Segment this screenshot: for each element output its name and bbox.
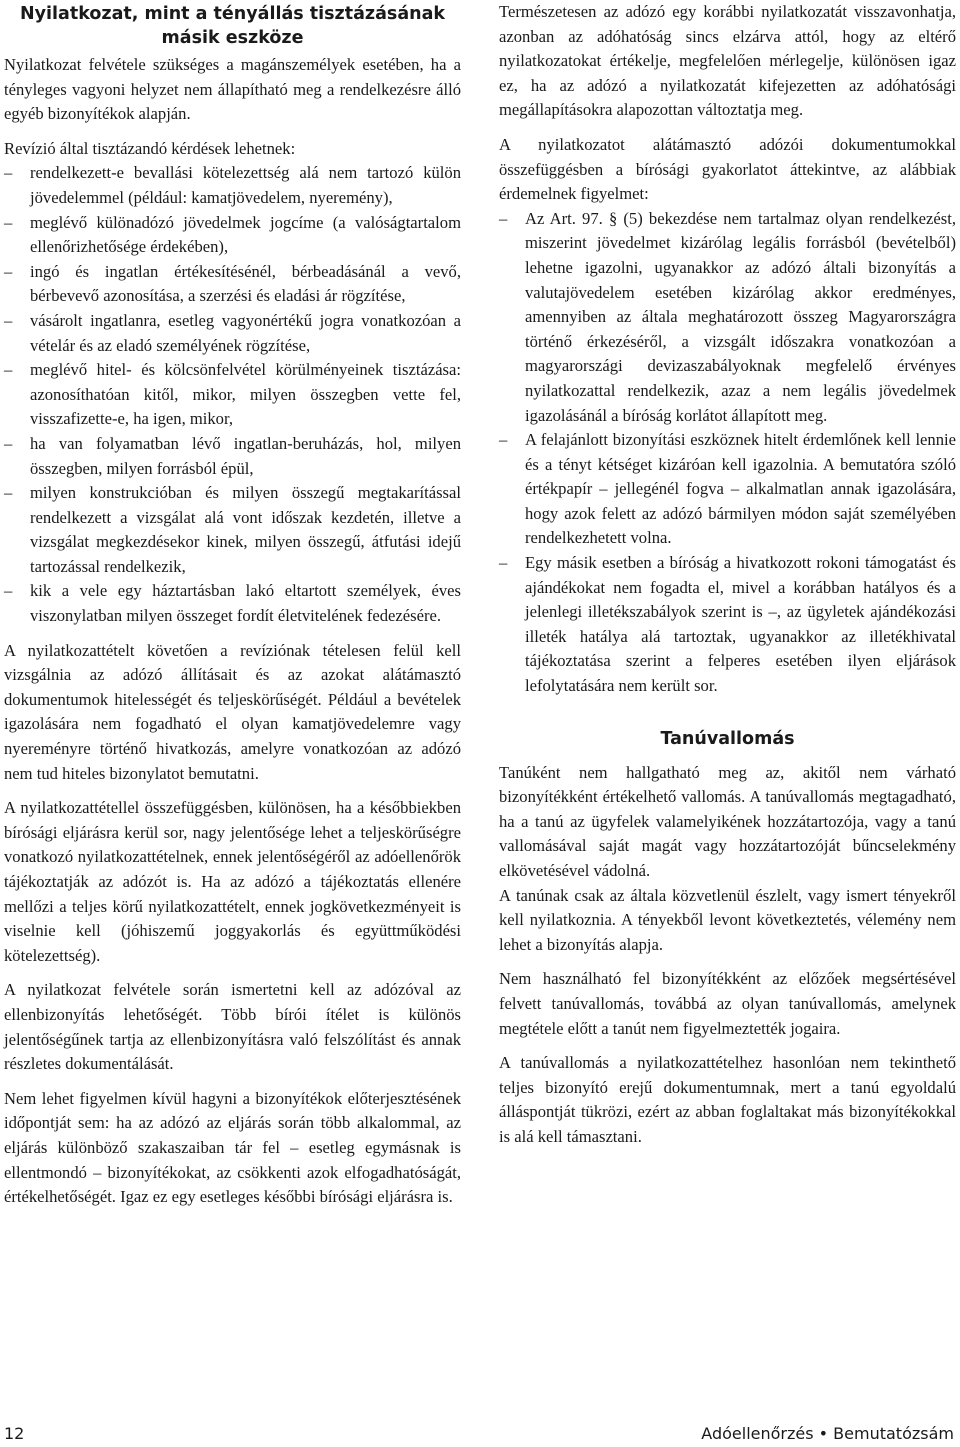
list-item: – kik a vele egy háztartásban lakó eltartott személyek, éves viszonylatban milyen összeget fordít életvitelének fedezésére.	[4, 579, 461, 628]
subsection-title: Tanúvallomás	[660, 728, 795, 749]
list-item: – meglévő különadózó jövedelmek jogcíme (a valóságtartalom ellenőrizhetősége érdekében),	[4, 211, 461, 260]
list-item: – milyen konstrukcióban és milyen összegű megtakarítással rendelkezett a vizsgálat alá vont időszak kezdetén, illetve a vizsgálat megkezdésekor kinek, milyen összegű, átfutási idejű tartozással rendelkezik,	[4, 481, 461, 579]
paragraph: A tanúvallomás a nyilatkozattételhez hasonlóan nem tekinthető teljes bizonyító erejű dokumentumnak, mert a tanú egyoldalú álláspontját tükrözi, ezért az abban foglaltakat más bizonyítékokkal is alá kell támasztani.	[499, 1053, 956, 1146]
court-practice-list	[499, 207, 956, 699]
paragraph: A nyilatkozattételt követően a revíziónak tételesen felül kell vizsgálnia az adózó állításait és az azokat alátámasztó dokumentumok hitelességét és teljeskörűségét. Például a bevételek igazolására nem fogadható el olyan kamatjövedelemre vagy nyereményre történő hivatkozás, amelyre vonatkozóan az adózó nem tud hiteles bizonylatot bemutatni.	[4, 640, 461, 783]
publication-title: Adóellenőrzés • Bemutatózsám	[701, 1424, 954, 1443]
paragraph: Természetesen az adózó egy korábbi nyilatkozatát visszavonhatja, azonban az adóhatóság sincs elzárva attól, hogy az eltérő nyilatkozatokat értékelje, megfelelően mérlegelje, különösen igaz ez, ha az adózó a nyilatkozatát kifejezetten az adóhatósági megállapításokra alapozottan változtatja meg.	[499, 2, 956, 120]
list-item: – Az Art. 97. § (5) bekezdése nem tartalmaz olyan rendelkezést, miszerint jövedelmet kizárólag legális forrásból (bevételből) lehetne igazolni, ugyanakkor az adózó általi bizonyítás a valutajövedelem esetében kizárólag akkor eredményes, amennyiben az általa meghatározott összeg Magyarországra történő érkezéséről, a vizsgált időszakra vonatkozóan a magyarországi devizaszabályoknak megfelelő érvényes nyilatkozattal rendelkezik, azaz a nem legális jövedelmek igazolásánál a bíróság korlátot állapított meg.	[499, 207, 956, 428]
list-item: – Egy másik esetben a bíróság a hivatkozott rokoni támogatást és ajándékokat nem fogadta el, mivel a korábban hatályos és a jelenlegi illetékszabályok szerint is –, az ügyletek ajándékozási illeték hatálya alá tartoztak, ugyanakkor az illetékhivatal tájékoztatása szerint a felperes esetében ilyen eljárások lefolytatására nem került sor.	[499, 551, 956, 699]
list-item: – ha van folyamatban lévő ingatlan-beruházás, hol, milyen összegben, milyen forrásból épül,	[4, 432, 461, 481]
questions-intro: Revízió által tisztázandó kérdések lehetnek:	[4, 138, 296, 158]
intro-paragraph: Nyilatkozat felvétele szükséges a magánszemélyek esetében, ha a tényleges vagyoni helyzet nem állapítható meg a rendelkezésre álló egyéb bizonyítékok alapján.	[4, 55, 461, 124]
left-column	[4, 0, 461, 1220]
paragraph: A tanúnak csak az általa közvetlenül észlelt, vagy ismert tényekről kell nyilatkoznia. A tényekből levont következtetés, vélemény nem lehet a bizonyítás alapja.	[499, 885, 956, 954]
section-title: Nyilatkozat, mint a tényállás tisztázásának másik eszköze	[19, 4, 446, 48]
list-item: – rendelkezett-e bevallási kötelezettség alá nem tartozó külön jövedelemmel (például: kamatjövedelem, nyeremény),	[4, 161, 461, 210]
list-item: – ingó és ingatlan értékesítésénél, bérbeadásánál a vevő, bérbevevő azonosítása, a szerzési és eladási ár rögzítése,	[4, 260, 461, 309]
list-item: – meglévő hitel- és kölcsönfelvétel körülményeinek tisztázása: azonosíthatóan kitől, mikor, milyen összegben vette fel, visszafizette-e, ha igen, mikor,	[4, 358, 461, 432]
paragraph: Nem lehet figyelmen kívül hagyni a bizonyítékok előterjesztésének időpontját sem: ha az adózó az eljárás során több alkalommal, az eljárás különböző szakaszaiban tár fel – esetleg egymásnak is ellentmondó – bizonyítékokat, az csökkenti azok elfogadhatóságát, értékelhetőségét. Igaz ez egy esetleges későbbi bírósági eljárásra is.	[4, 1088, 461, 1207]
paragraph: Tanúként nem hallgatható meg az, akitől nem várható bizonyítékként értékelhető vallomás. A tanúvallomás megtagadható, ha a tanú az ügyfelek valamelyikének hozzátartozója, vagy a tanú vallomásával saját magát vagy hozzátartozóját bűncselekmény elkövetésével vádolná.	[499, 762, 956, 880]
paragraph: A nyilatkozatot alátámasztó adózói dokumentumokkal összefüggésben a bírósági gyakorlatot áttekintve, az alábbiak érdemelnek figyelmet:	[499, 134, 956, 204]
right-column	[499, 0, 956, 1160]
list-item: – A felajánlott bizonyítási eszköznek hitelt érdemlőnek kell lennie és a tényt kétséget kizáróan kell igazolnia. A bemutatóra szóló értékpapír – jellegénél fogva – alkalmatlan annak igazolására, hogy azok felett az adózó bármilyen módon saját személyében rendelkezhetett volna.	[499, 428, 956, 551]
paragraph: Nem használható fel bizonyítékként az előzőek megsértésével felvett tanúvallomás, továbbá az olyan tanúvallomás, amelynek megtétele előtt a tanút nem figyelmeztették jogaira.	[499, 969, 956, 1038]
questions-list	[4, 161, 461, 628]
paragraph: A nyilatkozat felvétele során ismertetni kell az adózóval az ellenbizonyítás lehetőségét. Több bírói ítélet is különös jelentőségűnek tartja az ellenbizonyításra való felszólítást és annak részletes dokumentálását.	[4, 980, 461, 1074]
list-item: – vásárolt ingatlanra, esetleg vagyonértékű jogra vonatkozóan a vételár és az eladó személyének rögzítése,	[4, 309, 461, 358]
paragraph: A nyilatkozattétellel összefüggésben, különösen, ha a későbbiekben bírósági eljárásra kerül sor, nagy jelentősége lehet a teljeskörűségre vonatkozó nyilatkozattételnek, ennek jelentőségéről az adóellenőrök tájékoztatják az adózót is. Ha az adózó a tájékoztatás ellenére mellőzi a teljes körű nyilatkozattételt, ennek jogkövetkezményeit is viselnie kell (jóhiszemű joggyakorlás és együttműködési kötelezettség).	[4, 798, 461, 965]
page-number: 12	[4, 1424, 25, 1443]
